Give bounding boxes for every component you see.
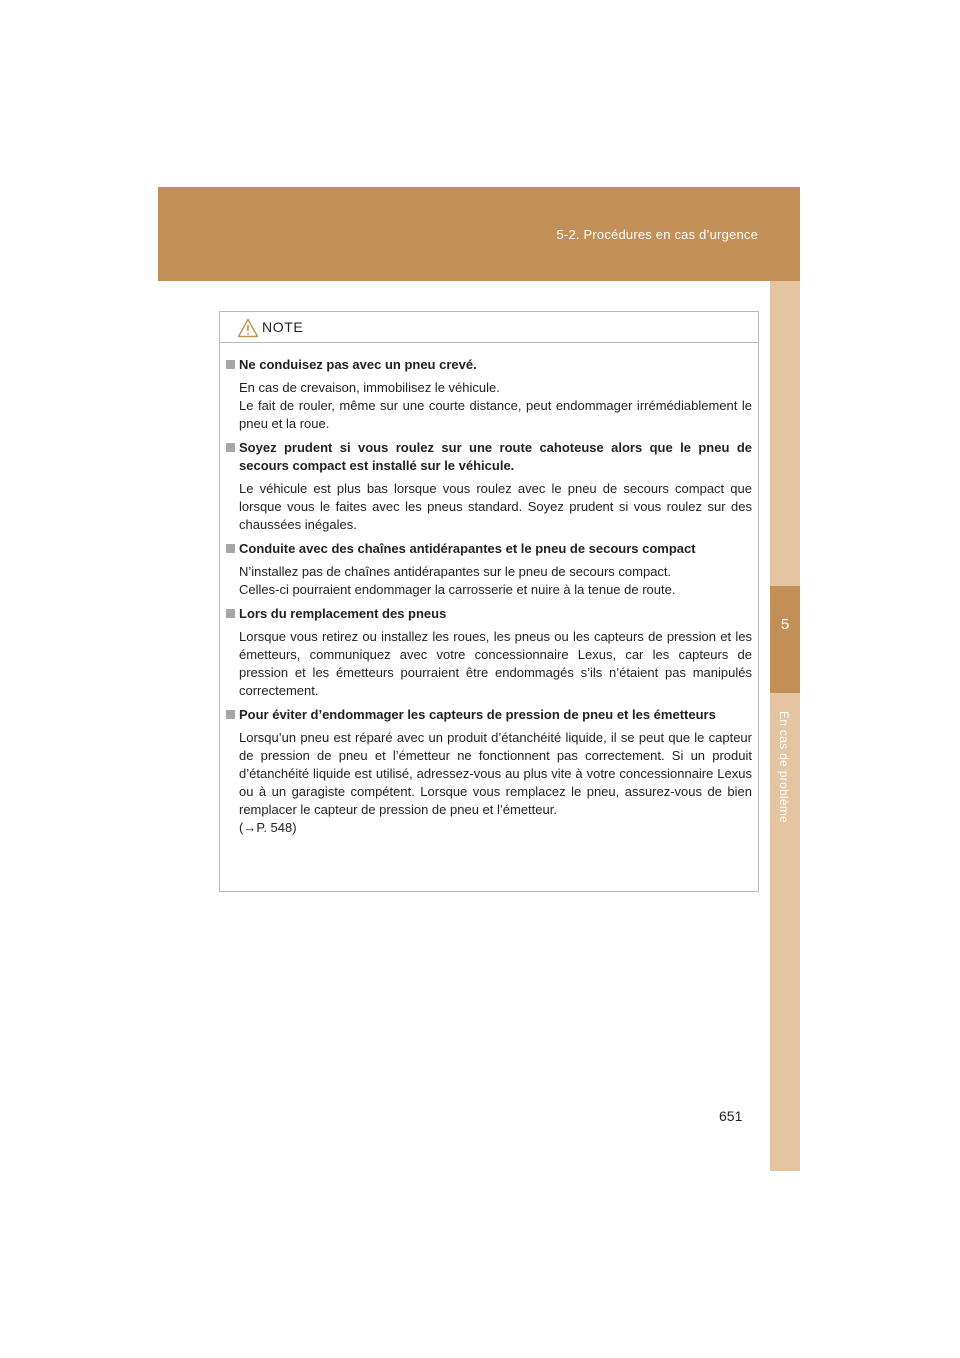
- item-title: Ne conduisez pas avec un pneu crevé.: [239, 357, 477, 372]
- note-header: [220, 312, 758, 343]
- chapter-marker: [770, 586, 800, 693]
- note-item: [226, 706, 752, 837]
- note-body: [220, 343, 758, 837]
- note-item: [226, 540, 752, 599]
- bullet-square: [226, 710, 235, 719]
- item-title: Lors du remplacement des pneus: [239, 606, 447, 621]
- bullet-square: [226, 360, 235, 369]
- note-item: [226, 356, 752, 433]
- note-box: [219, 311, 759, 892]
- item-paragraph: N’installez pas de chaînes antidérapantes sur le pneu de secours compact.: [239, 564, 672, 579]
- item-paragraph: Le véhicule est plus bas lorsque vous roulez avec le pneu de secours compact que lorsque vous le faites avec les pneus standard. Soyez prudent si vous roulez sur des chaussées inégales.: [239, 481, 752, 532]
- chapter-side-tab: [770, 281, 800, 1171]
- item-paragraph: Celles-ci pourraient endommager la carrosserie et nuire à la tenue de route.: [239, 582, 676, 597]
- note-label: NOTE: [262, 319, 304, 335]
- bullet-square: [226, 443, 235, 452]
- section-title: 5-2. Procédures en cas d’urgence: [556, 227, 758, 242]
- page-reference-link[interactable]: (→P. 548): [239, 820, 297, 835]
- item-paragraph: Lorsque vous retirez ou installez les roues, les pneus ou les capteurs de pression et les émetteurs, communiquez avec votre concessionnaire Lexus, car les capteurs de pression et les émetteurs pourraient être endommagés s’ils n’étaient pas manipulés correctement.: [239, 629, 752, 698]
- item-title: Conduite avec des chaînes antidérapantes et le pneu de secours compact: [239, 541, 696, 556]
- item-paragraph: Lorsqu’un pneu est réparé avec un produit d’étanchéité liquide, il se peut que le capteur de pression de pneu et l’émetteur ne fonctionnent pas correctement. Si un produit d’étanchéité liquide est utilisé, adressez-vous au plus vite à votre concessionnaire Lexus ou à un garagiste compétent. Lorsque vous remplacez le pneu, assurez-vous de bien remplacer le capteur de pression de pneu et l’émetteur.: [239, 730, 752, 817]
- bullet-square: [226, 544, 235, 553]
- section-header: [158, 187, 800, 281]
- warning-icon: [237, 318, 259, 338]
- item-title: Soyez prudent si vous roulez sur une route cahoteuse alors que le pneu de secours compact est installé sur le véhicule.: [239, 440, 752, 473]
- item-paragraph: En cas de crevaison, immobilisez le véhicule.: [239, 380, 500, 395]
- item-title: Pour éviter d’endommager les capteurs de pression de pneu et les émetteurs: [239, 707, 716, 722]
- note-item: [226, 605, 752, 700]
- note-item: [226, 439, 752, 534]
- chapter-title: En cas de problème: [777, 711, 791, 824]
- chapter-number: 5: [780, 616, 790, 633]
- bullet-square: [226, 609, 235, 618]
- page-number: 651: [719, 1108, 743, 1124]
- item-paragraph: Le fait de rouler, même sur une courte distance, peut endommager irrémédiablement le pneu et la roue.: [239, 398, 752, 431]
